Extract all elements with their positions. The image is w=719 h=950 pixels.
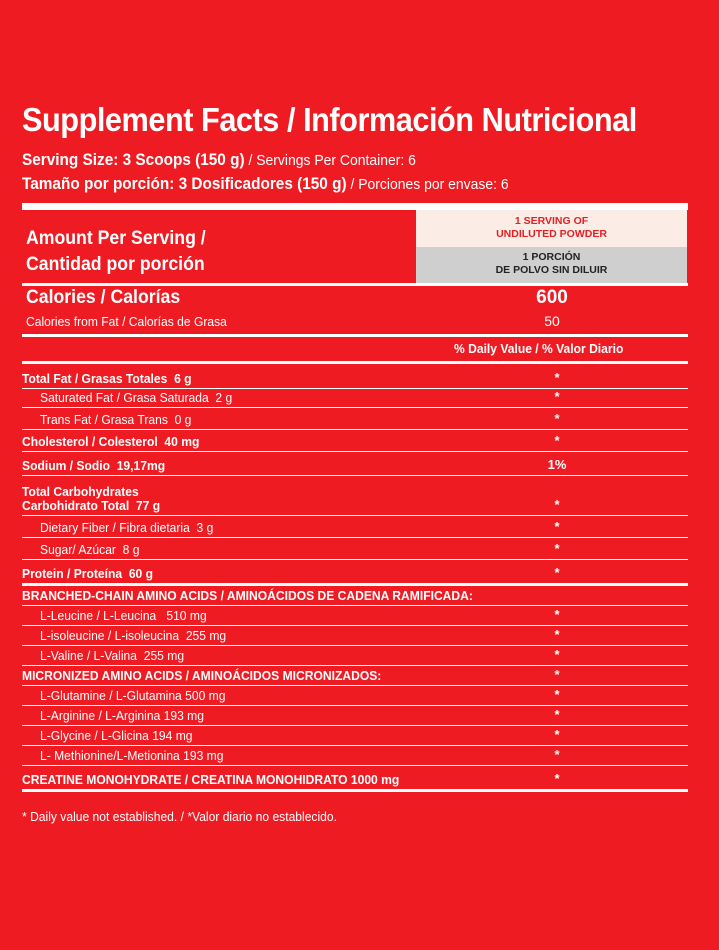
nutrient-label: [22, 669, 381, 683]
amount-per-serving-en: Amount Per Serving /: [26, 228, 206, 249]
nutrient-label: [40, 391, 232, 405]
nutrient-label: [40, 609, 207, 623]
nutrient-amount: Dietary Fiber / Fibra dietaria 3 g: [40, 520, 214, 535]
amount-per-serving-es: Cantidad por porción: [26, 254, 205, 275]
serving-size-es: [22, 175, 509, 194]
divider-mid: [22, 334, 688, 337]
column-header-es: [416, 247, 687, 283]
nutrient-name-es: Carbohidrato Total: [22, 498, 130, 513]
serving-size-es-label: Tamaño por porción: 3 Dosificadores (150 g): [22, 175, 347, 193]
nutrient-label: [40, 729, 193, 743]
nutrient-label: [22, 589, 473, 603]
nutrient-amount: L-isoleucine / L-isoleucina 255 mg: [40, 628, 227, 643]
table-row: [22, 583, 688, 606]
table-row: [22, 407, 688, 430]
table-row: [22, 537, 688, 560]
nutrient-amount: Saturated Fat / Grasa Saturada 2 g: [40, 390, 233, 405]
nutrient-amount: L-Valine / L-Valina 255 mg: [40, 648, 185, 663]
panel-title: Supplement Facts / Información Nutricional: [22, 101, 637, 138]
daily-value-header: % Daily Value / % Valor Diario: [454, 341, 624, 356]
daily-value: *: [554, 687, 560, 702]
nutrient-name: BRANCHED-CHAIN AMINO ACIDS / AMINOÁCIDOS DE CADENA RAMIFICADA:: [22, 588, 473, 603]
nutrient-amount: 60 g: [122, 566, 154, 581]
nutrient-label: [40, 413, 191, 427]
calories-value: 600: [536, 287, 568, 308]
nutrient-label: [22, 372, 192, 386]
amount-per-serving: [26, 226, 206, 278]
nutrient-label: [22, 773, 399, 787]
table-row: [22, 475, 688, 516]
column-header-es-line2: DE POLVO SIN DILUIR: [495, 264, 608, 276]
table-row: [22, 605, 688, 626]
daily-value: *: [554, 411, 560, 426]
nutrient-amount: Trans Fat / Grasa Trans 0 g: [40, 412, 192, 427]
nutrient-amount: 40 mg: [157, 434, 200, 449]
calories-from-fat-label: Calories from Fat / Calorías de Grasa: [26, 314, 227, 329]
servings-per-container-es: / Porciones por envase: 6: [346, 176, 509, 193]
column-header-en-line2: UNDILUTED POWDER: [496, 228, 607, 240]
daily-value: 1%: [547, 457, 567, 472]
table-row: [22, 665, 688, 686]
nutrient-amount: 19,17mg: [109, 458, 166, 473]
nutrient-amount: 6 g: [167, 371, 192, 386]
nutrient-amount: L-Glycine / L-Glicina 194 mg: [40, 728, 193, 743]
column-header-en-line1: 1 SERVING OF: [514, 215, 589, 227]
table-row: [22, 385, 688, 408]
nutrient-amount: Sugar/ Azúcar 8 g: [40, 542, 140, 557]
table-row: [22, 725, 688, 746]
table-row: [22, 559, 688, 586]
daily-value: *: [554, 707, 560, 722]
nutrient-label: [40, 689, 225, 703]
serving-size-en-label: Serving Size: 3 Scoops (150 g): [22, 151, 245, 169]
daily-value: *: [554, 727, 560, 742]
nutrient-name: Cholesterol / Colesterol: [22, 434, 158, 449]
nutrient-name: MICRONIZED AMINO ACIDS / AMINOÁCIDOS MICRONIZADOS:: [22, 668, 382, 683]
table-row: [22, 645, 688, 666]
footnote: * Daily value not established. / *Valor diario no establecido.: [22, 809, 337, 824]
table-row: [22, 429, 688, 452]
nutrient-amount: L-Glutamine / L-Glutamina 500 mg: [40, 688, 226, 703]
nutrient-name: Protein / Proteína: [22, 566, 123, 581]
daily-value: *: [554, 370, 560, 385]
table-row: [22, 685, 688, 706]
daily-value: *: [554, 565, 560, 580]
nutrient-name: Total Carbohydrates: [22, 484, 139, 499]
nutrient-label: [22, 485, 160, 513]
daily-value: *: [554, 607, 560, 622]
nutrient-label: [22, 435, 199, 449]
table-row: [22, 745, 688, 766]
servings-per-container-en: / Servings Per Container: 6: [244, 152, 416, 169]
nutrient-label: [40, 709, 204, 723]
nutrient-name: Sodium / Sodio: [22, 458, 110, 473]
serving-size-en: [22, 151, 416, 170]
nutrient-amount: 77 g: [129, 498, 161, 513]
daily-value: *: [554, 541, 560, 556]
column-header-en: [416, 210, 687, 247]
nutrient-label: [40, 543, 139, 557]
daily-value: *: [554, 667, 560, 682]
calories-from-fat-value: 50: [544, 313, 560, 329]
table-row: [22, 765, 688, 792]
daily-value: *: [554, 771, 560, 786]
nutrient-name: CREATINE MONOHYDRATE / CREATINA MONOHIDRATO 1000 mg: [22, 772, 400, 787]
table-row: [22, 451, 688, 476]
nutrient-label: [40, 649, 184, 663]
calories-label: Calories / Calorías: [26, 287, 181, 308]
daily-value: *: [554, 389, 560, 404]
table-row: [22, 705, 688, 726]
table-row: [22, 515, 688, 538]
daily-value: *: [554, 647, 560, 662]
daily-value: *: [554, 433, 560, 448]
divider-thick: [22, 203, 688, 210]
daily-value: *: [554, 747, 560, 762]
daily-value: *: [554, 497, 560, 512]
nutrient-amount: L- Methionine/L-Metionina 193 mg: [40, 748, 224, 763]
nutrient-amount: L-Leucine / L-Leucina 510 mg: [40, 608, 207, 623]
nutrient-amount: L-Arginine / L-Arginina 193 mg: [40, 708, 204, 723]
column-header-es-line1: 1 PORCIÓN: [522, 251, 581, 263]
table-row: [22, 625, 688, 646]
nutrient-label: [40, 749, 223, 763]
nutrient-label: [22, 459, 165, 473]
nutrient-label: [22, 567, 153, 581]
divider-mid: [22, 283, 688, 286]
daily-value: *: [554, 627, 560, 642]
nutrient-label: [40, 521, 213, 535]
nutrient-name: Total Fat / Grasas Totales: [22, 371, 168, 386]
daily-value: *: [554, 519, 560, 534]
nutrient-label: [40, 629, 226, 643]
